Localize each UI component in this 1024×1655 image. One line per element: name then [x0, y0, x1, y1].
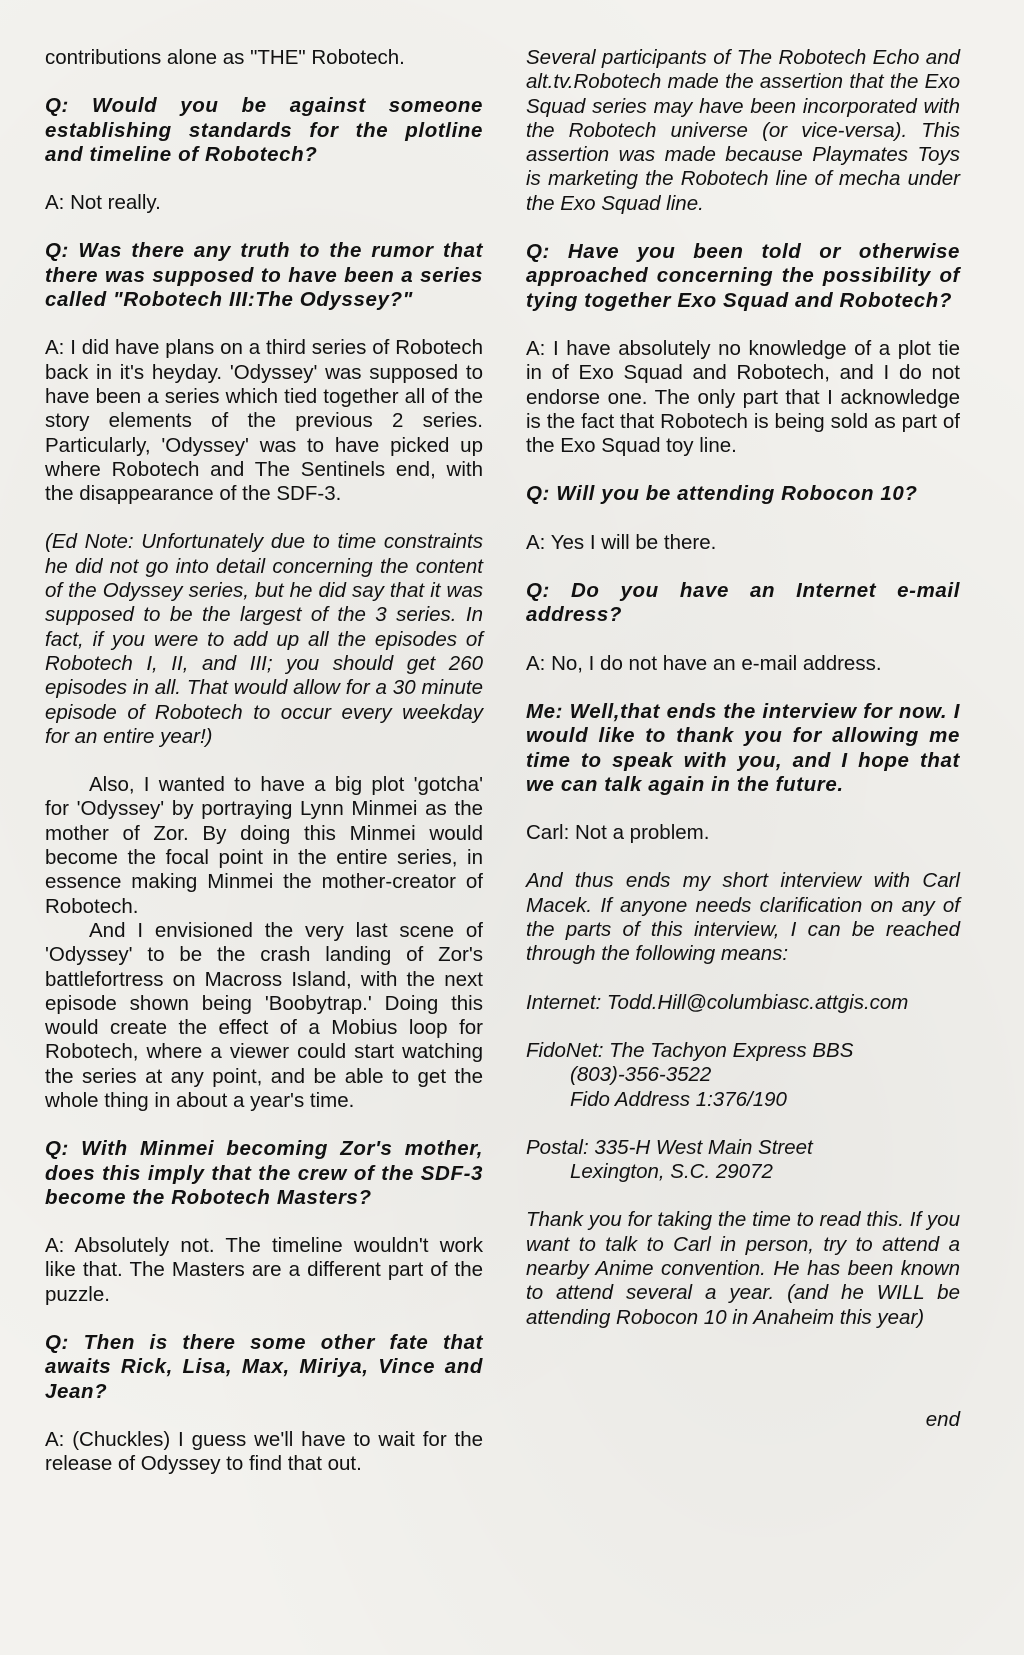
fidonet-bbs: FidoNet: The Tachyon Express BBS [526, 1038, 854, 1062]
answer-masters: A: Absolutely not. The timeline wouldn't work like that. The Masters are a different part of the puzzle. [45, 1234, 483, 1306]
thanks-paragraph: Thank you for taking the time to read this. If you want to talk to Carl in person, try to attend a nearby Anime convention. He has been known to attend several a year. (and he WILL be attending Robocon 10 in Anaheim this year) [526, 1208, 960, 1329]
continued-paragraph: contributions alone as "THE" Robotech. [45, 46, 405, 69]
postal-contact [526, 1136, 960, 1185]
outro-paragraph: And thus ends my short interview with Carl Macek. If anyone needs clarification on any of the parts of this interview, I can be reached through the following means: [526, 869, 960, 966]
answer-robocon: A: Yes I will be there. [526, 530, 717, 554]
question-standards: Q: Would you be against someone establishing standards for the plotline and timeline of Robotech? [45, 94, 483, 166]
carl-reply: Carl: Not a problem. [526, 821, 710, 845]
question-exo-squad: Q: Have you been told or otherwise approached concerning the possibility of tying together Exo Squad and Robotech? [526, 240, 960, 312]
answer-email: A: No, I do not have an e-mail address. [526, 651, 882, 675]
answer-last-scene: And I envisioned the very last scene of 'Odyssey' to be the crash landing of Zor's battlefortress on Macross Island, with the next episode shown being 'Boobytrap.' Doing this would create the effect of a Mobius loop for Robotech, where a viewer could start watching the series at any point, and be able to get the whole thing in about a year's time. [45, 918, 483, 1112]
fidonet-address: Fido Address 1:376/190 [570, 1087, 787, 1111]
answer-standards: A: Not really. [45, 191, 161, 215]
answer-fate: A: (Chuckles) I guess we'll have to wait for the release of Odyssey to find that out. [45, 1427, 483, 1476]
question-robocon: Q: Will you be attending Robocon 10? [526, 482, 918, 506]
fidonet-phone: (803)-356-3522 [570, 1063, 712, 1087]
right-column [526, 46, 960, 1432]
question-odyssey-rumor: Q: Was there any truth to the rumor that there was supposed to have been a series called "Robotech III:The Odyssey?" [45, 239, 483, 312]
answer-odyssey-plans: A: I did have plans on a third series of Robotech back in it's heyday. 'Odyssey' was supposed to have been a series which tied together all of the story elements of the previous 2 series. Particularly, 'Odyssey' was to have picked up where Robotech and The Sentinels end, with the disappearance of the SDF-3. [45, 336, 483, 506]
postal-city: Lexington, S.C. 29072 [570, 1160, 773, 1184]
question-fate: Q: Then is there some other fate that awaits Rick, Lisa, Max, Miriya, Vince and Jean? [45, 1331, 483, 1403]
question-minmei-mother: Q: With Minmei becoming Zor's mother, does this imply that the crew of the SDF-3 become the Robotech Masters? [45, 1137, 483, 1209]
exo-squad-intro: Several participants of The Robotech Echo and alt.tv.Robotech made the assertion that the Exo Squad series may have been incorporated with the Robotech universe (or vice-versa). This assertion was made because Playmates Toys is marketing the Robotech line of mecha under the Exo Squad line. [526, 46, 960, 215]
postal-street: Postal: 335-H West Main Street [526, 1135, 813, 1159]
left-column [45, 46, 483, 1477]
end-marker: end [925, 1407, 960, 1431]
internet-contact: Internet: Todd.Hill@columbiasc.attgis.com [526, 990, 909, 1014]
editor-note: (Ed Note: Unfortunately due to time constraints he did not go into detail concerning the content of the Odyssey series, but he did say that it was supposed to be the largest of the 3 series. In fact, if you were to add up all the episodes of Robotech I, II, and III; you should get 260 episodes in all. That would allow for a 30 minute episode of Robotech to occur every weekday for an entire year!) [45, 530, 483, 748]
question-email: Q: Do you have an Internet e-mail address? [526, 579, 960, 627]
fidonet-contact [526, 1039, 960, 1112]
answer-exo-squad: A: I have absolutely no knowledge of a plot tie in of Exo Squad and Robotech, and I do not endorse one. The only part that I acknowledge is the fact that Robotech is being sold as part of the Exo Squad toy line. [526, 336, 960, 458]
answer-minmei-gotcha: Also, I wanted to have a big plot 'gotcha' for 'Odyssey' by portraying Lynn Minmei as the mother of Zor. By doing this Minmei would become the focal point in the entire series, in essence making Minmei the mother-creator of Robotech. [45, 773, 483, 918]
closing-remark: Me: Well,that ends the interview for now. I would like to thank you for allowing me time to speak with you, and I hope that we can talk again in the future. [526, 699, 960, 796]
